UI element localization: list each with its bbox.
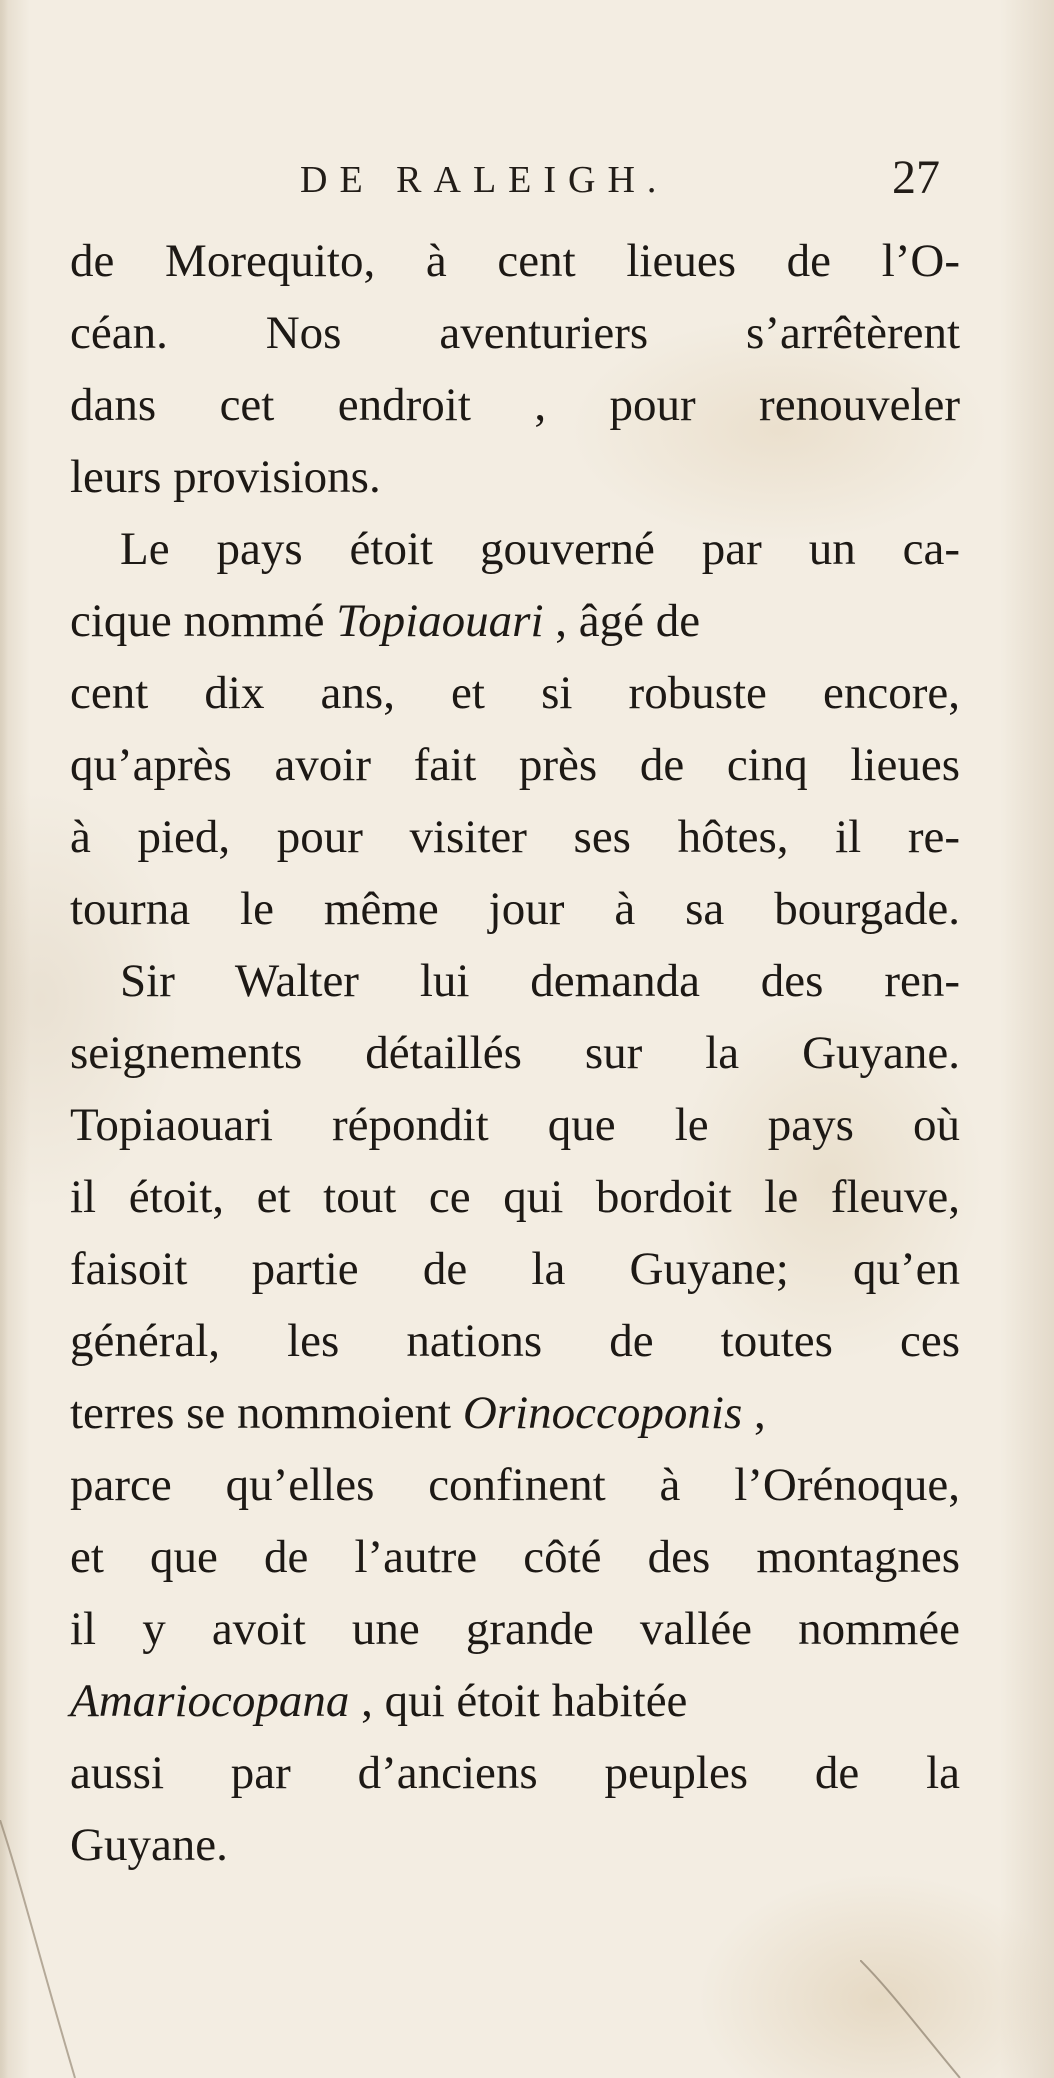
text-line: Topiaouari répondit que le pays où xyxy=(70,1099,960,1151)
text-fragment: terres se nommoient xyxy=(70,1387,463,1439)
text-line: tourna le même jour à sa bourgade. xyxy=(70,883,960,935)
text-line: dans cet endroit , pour renouveler xyxy=(70,379,960,431)
text-line: il étoit, et tout ce qui bordoit le fleuve, xyxy=(70,1171,960,1223)
text-line: faisoit partie de la Guyane; qu’en xyxy=(70,1243,960,1295)
page-number: 27 xyxy=(892,151,940,204)
text-line: leurs provisions. xyxy=(70,451,381,503)
text-line-with-italic xyxy=(70,1665,960,1737)
text-line: seignements détaillés sur la Guyane. xyxy=(70,1027,960,1079)
text-line: général, les nations de toutes ces xyxy=(70,1315,960,1367)
text-fragment: cique nommé xyxy=(70,595,337,647)
body-text xyxy=(0,225,1054,1871)
text-fragment: , âgé de xyxy=(543,595,701,647)
text-line: il y avoit une grande vallée nommée xyxy=(70,1603,960,1655)
page-header xyxy=(0,150,1054,210)
text-line-with-italic xyxy=(70,585,960,657)
text-line: Guyane. xyxy=(70,1819,228,1871)
text-line: et que de l’autre côté des montagnes xyxy=(70,1531,960,1583)
paragraph-start-line: Sir Walter lui demanda des ren- xyxy=(120,955,960,1007)
text-line-with-italic xyxy=(70,1377,960,1449)
text-line: qu’après avoir fait près de cinq lieues xyxy=(70,739,960,791)
text-fragment: , xyxy=(742,1387,766,1439)
text-line: à pied, pour visiter ses hôtes, il re- xyxy=(70,811,960,863)
text-line: de Morequito, à cent lieues de l’O- xyxy=(70,235,960,287)
paragraph-start-line: Le pays étoit gouverné par un ca- xyxy=(120,523,960,575)
text-line: cent dix ans, et si robuste encore, xyxy=(70,667,960,719)
proper-name-italic: Topiaouari xyxy=(336,595,544,647)
text-line: céan. Nos aventuriers s’arrêtèrent xyxy=(70,307,960,359)
paper-crease-right xyxy=(860,1960,980,2078)
text-line: aussi par d’anciens peuples de la xyxy=(70,1747,960,1799)
text-fragment: , qui étoit habitée xyxy=(349,1675,688,1727)
proper-name-italic: Amariocopana xyxy=(70,1675,350,1727)
text-line: parce qu’elles confinent à l’Orénoque, xyxy=(70,1459,960,1511)
proper-name-italic: Orinoccoponis xyxy=(462,1387,743,1439)
running-head: DE RALEIGH. xyxy=(300,159,669,201)
